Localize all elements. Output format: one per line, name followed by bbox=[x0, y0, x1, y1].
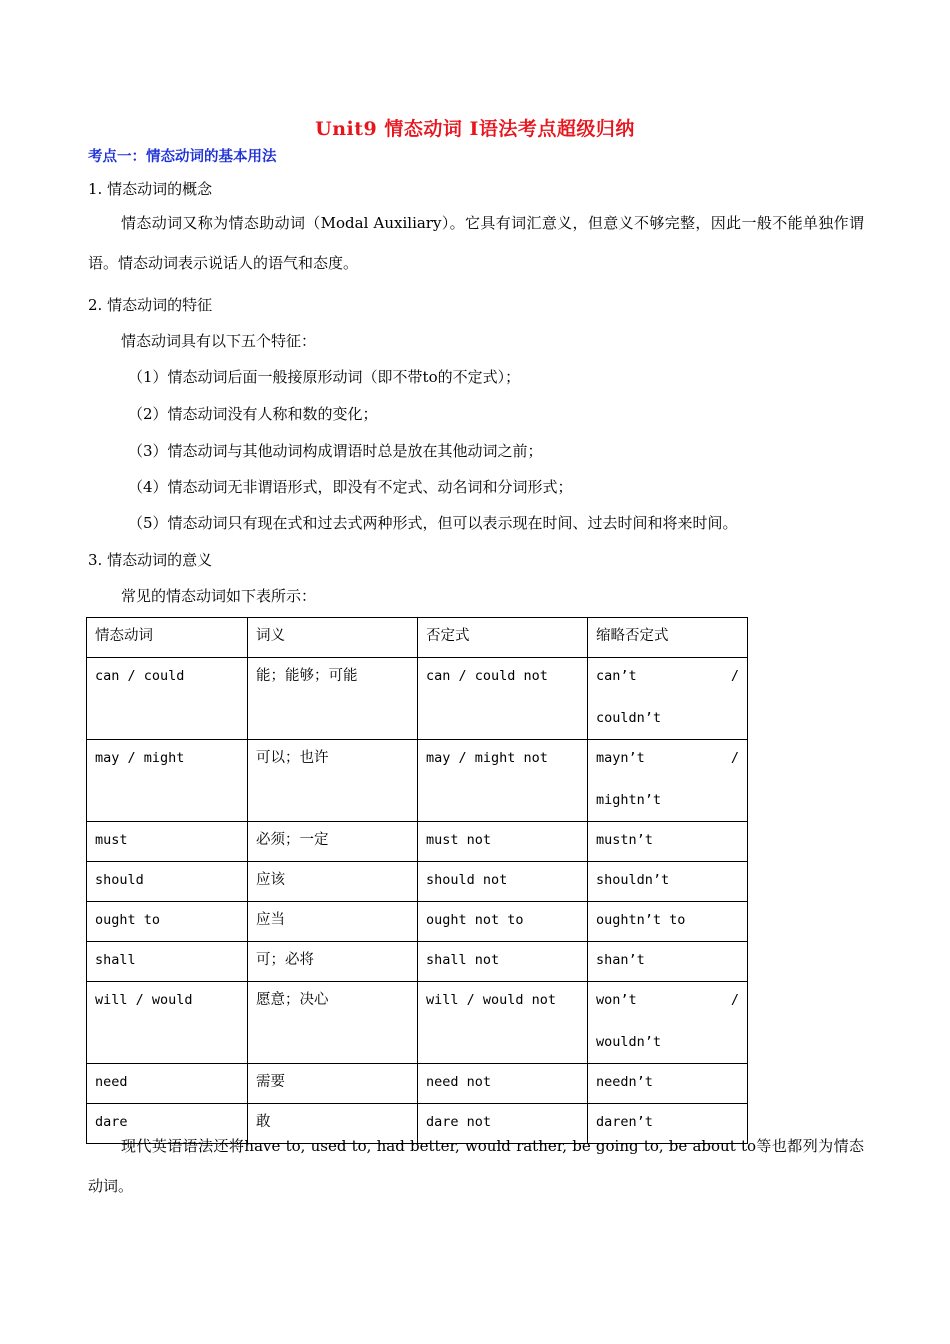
table-row bbox=[87, 902, 748, 942]
features-intro: 情态动词具有以下五个特征： bbox=[121, 332, 317, 350]
meaning-cell: 必须；一定 bbox=[248, 822, 418, 862]
table-row bbox=[87, 1064, 748, 1104]
table-row bbox=[87, 982, 748, 1064]
feature-item: （4）情态动词无非谓语形式，即没有不定式、动名词和分词形式； bbox=[128, 478, 573, 496]
meaning-cell: 应该 bbox=[248, 862, 418, 902]
table-row bbox=[87, 862, 748, 902]
feature-item: （1）情态动词后面一般接原形动词（即不带to的不定式）； bbox=[128, 368, 521, 386]
meaning-cell: 可；必将 bbox=[248, 942, 418, 982]
header-cell: 否定式 bbox=[418, 618, 588, 658]
verb-cell: need bbox=[87, 1064, 248, 1104]
negative-cell: need not bbox=[418, 1064, 588, 1104]
short-negative-cell: shouldn’t bbox=[588, 862, 748, 902]
short-form: won’t bbox=[596, 992, 637, 1008]
header-cell: 缩略否定式 bbox=[588, 618, 748, 658]
meaning-cell: 可以；也许 bbox=[248, 740, 418, 822]
table-row bbox=[87, 822, 748, 862]
verb-cell: will / would bbox=[87, 982, 248, 1064]
table-row bbox=[87, 658, 748, 740]
verb-cell: can / could bbox=[87, 658, 248, 740]
table-intro: 常见的情态动词如下表所示： bbox=[121, 587, 317, 605]
heading-meaning: 3. 情态动词的意义 bbox=[88, 551, 213, 569]
verb-cell: should bbox=[87, 862, 248, 902]
negative-cell: shall not bbox=[418, 942, 588, 982]
verb-cell: dare bbox=[87, 1104, 248, 1144]
short-form: can’t bbox=[596, 668, 637, 684]
negative-cell: will / would not bbox=[418, 982, 588, 1064]
short-negative-cell bbox=[588, 740, 748, 822]
table-row bbox=[87, 942, 748, 982]
short-negative-cell: mustn’t bbox=[588, 822, 748, 862]
table-header-row bbox=[87, 618, 748, 658]
heading-features: 2. 情态动词的特征 bbox=[88, 296, 213, 314]
separator: / bbox=[730, 668, 739, 684]
separator: / bbox=[730, 750, 739, 766]
table-row bbox=[87, 740, 748, 822]
negative-cell: ought not to bbox=[418, 902, 588, 942]
short-negative-cell: oughtn’t to bbox=[588, 902, 748, 942]
paragraph-modern-grammar: 现代英语语法还将have to, used to, had better, would rather, be going to, be about to等也都列为情态动词。 bbox=[88, 1137, 864, 1195]
short-form: wouldn’t bbox=[596, 1034, 662, 1050]
meaning-cell: 敢 bbox=[248, 1104, 418, 1144]
feature-item: （5）情态动词只有现在式和过去式两种形式，但可以表示现在时间、过去时间和将来时间。 bbox=[128, 514, 738, 532]
meaning-cell: 能；能够；可能 bbox=[248, 658, 418, 740]
short-form: mayn’t bbox=[596, 750, 645, 766]
verb-cell: ought to bbox=[87, 902, 248, 942]
verb-cell: must bbox=[87, 822, 248, 862]
header-cell: 情态动词 bbox=[87, 618, 248, 658]
heading-concept: 1. 情态动词的概念 bbox=[88, 180, 213, 198]
header-cell: 词义 bbox=[248, 618, 418, 658]
separator: / bbox=[730, 992, 739, 1008]
modal-verbs-table bbox=[86, 617, 748, 1144]
section-heading: 考点一：情态动词的基本用法 bbox=[88, 148, 277, 165]
short-form: couldn’t bbox=[596, 710, 662, 726]
short-negative-cell bbox=[588, 982, 748, 1064]
verb-cell: may / might bbox=[87, 740, 248, 822]
meaning-cell: 应当 bbox=[248, 902, 418, 942]
meaning-cell: 需要 bbox=[248, 1064, 418, 1104]
meaning-cell: 愿意；决心 bbox=[248, 982, 418, 1064]
negative-cell: may / might not bbox=[418, 740, 588, 822]
short-negative-cell: shan’t bbox=[588, 942, 748, 982]
page-title: Unit9 情态动词 I语法考点超级归纳 bbox=[315, 118, 635, 140]
short-negative-cell bbox=[588, 658, 748, 740]
feature-item: （2）情态动词没有人称和数的变化； bbox=[128, 405, 378, 423]
paragraph-concept: 情态动词又称为情态助动词（Modal Auxiliary）。它具有词汇意义，但意义不够完整，因此一般不能单独作谓语。情态动词表示说话人的语气和态度。 bbox=[88, 214, 864, 272]
negative-cell: dare not bbox=[418, 1104, 588, 1144]
short-negative-cell: needn’t bbox=[588, 1064, 748, 1104]
negative-cell: can / could not bbox=[418, 658, 588, 740]
short-form: mightn’t bbox=[596, 792, 662, 808]
feature-item: （3）情态动词与其他动词构成谓语时总是放在其他动词之前； bbox=[128, 442, 543, 460]
negative-cell: must not bbox=[418, 822, 588, 862]
verb-cell: shall bbox=[87, 942, 248, 982]
short-negative-cell: daren’t bbox=[588, 1104, 748, 1144]
negative-cell: should not bbox=[418, 862, 588, 902]
